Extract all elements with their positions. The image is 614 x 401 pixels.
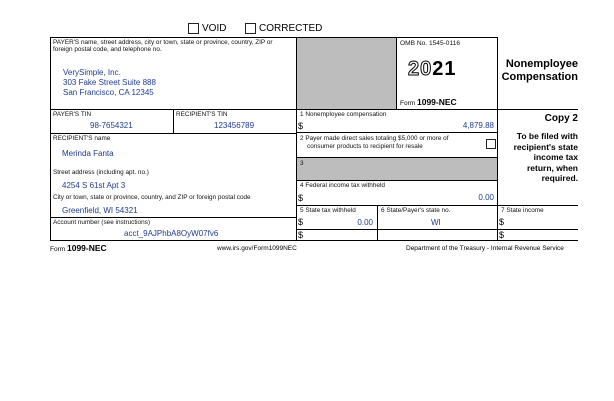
account-number: acct_9AJPhbA8OyW07fv6	[124, 229, 219, 238]
tax-year-suffix: 21	[432, 58, 457, 80]
footer-form-name	[50, 243, 107, 253]
box7-label: 7 State income	[501, 207, 544, 214]
shaded-area-box3	[297, 158, 497, 180]
box4-label: 4 Federal income tax withheld	[300, 182, 385, 189]
tax-year	[408, 58, 457, 81]
box6-label: 6 State/Payer's state no.	[381, 207, 451, 214]
box7-currency-b: $	[499, 230, 505, 240]
box1-label: 1 Nonemployee compensation	[300, 111, 387, 118]
omb-number: OMB No. 1545-0116	[400, 40, 460, 47]
payer-info-label: PAYER'S name, street address, city or town, state or province, country, ZIP or foreign postal code, and telephone no.	[53, 39, 273, 54]
copy-label: Copy 2	[544, 113, 578, 124]
box2-label-line1: 2 Payer made direct sales totaling $5,000 or more of	[300, 135, 449, 142]
recipient-name: Merinda Fanta	[62, 149, 114, 158]
payer-tin: 98-7654321	[90, 121, 133, 130]
recipient-name-label: RECIPIENT'S name	[53, 135, 111, 142]
box4-value: 0.00	[478, 193, 494, 202]
footer-department: Department of the Treasury - Internal Revenue Service	[406, 245, 564, 252]
payer-tin-label: PAYER'S TIN	[53, 111, 92, 118]
form-name-top	[400, 97, 457, 107]
shaded-area-top	[297, 38, 396, 109]
corrected-label: CORRECTED	[259, 23, 323, 34]
footer-url: www.irs.gov/Form1099NEC	[217, 245, 297, 252]
box1-currency: $	[298, 121, 304, 131]
box2-label-line2: consumer products to recipient for resale	[307, 143, 423, 150]
box1-value: 4,879.88	[462, 121, 494, 130]
payer-street: 303 Fake Street Suite 888	[63, 78, 156, 87]
tax-year-prefix: 20	[408, 58, 433, 80]
recipient-tin-label: RECIPIENT'S TIN	[176, 111, 228, 118]
copy-description	[500, 131, 578, 184]
form-title-line2: Compensation	[501, 71, 578, 83]
form-prefix-top: Form	[400, 100, 416, 107]
footer-form-number: 1099-NEC	[66, 243, 107, 253]
copy-desc-line: To be filed with	[516, 131, 578, 141]
copy-desc-line: return, when	[526, 162, 578, 173]
recipient-tin: 123456789	[214, 121, 255, 130]
box5-currency-a: $	[298, 217, 304, 227]
box2-checkbox[interactable]	[486, 139, 496, 149]
copy-desc-line: required.	[541, 173, 578, 183]
payer-name: VerySimple, Inc.	[63, 68, 121, 77]
box5-currency-b: $	[298, 230, 304, 240]
box5-value: 0.00	[357, 218, 373, 227]
box3-label: 3	[300, 160, 304, 167]
copy-desc-line: income tax	[533, 152, 578, 162]
void-checkbox[interactable]	[188, 23, 199, 34]
form-number-top: 1099-NEC	[416, 97, 457, 107]
box7-currency-a: $	[499, 217, 505, 227]
payer-city: San Francisco, CA 12345	[63, 88, 154, 97]
recipient-street-label: Street address (including apt. no.)	[53, 169, 149, 176]
box6-value: WI	[431, 218, 441, 227]
copy-desc-line: recipient's state	[513, 141, 578, 152]
footer-form-prefix: Form	[50, 246, 66, 253]
box5-label: 5 State tax withheld	[300, 207, 356, 214]
recipient-city-label: City or town, state or province, country, and ZIP or foreign postal code	[53, 194, 251, 201]
corrected-checkbox[interactable]	[245, 23, 256, 34]
account-number-label: Account number (see instructions)	[53, 219, 150, 226]
void-label: VOID	[202, 23, 227, 34]
form-title-line1: Nonemployee	[505, 58, 578, 70]
form-title	[500, 58, 578, 84]
recipient-street: 4254 S 61st Apt 3	[62, 181, 126, 190]
recipient-city: Greenfield, WI 54321	[62, 206, 138, 215]
box4-currency: $	[298, 193, 304, 203]
